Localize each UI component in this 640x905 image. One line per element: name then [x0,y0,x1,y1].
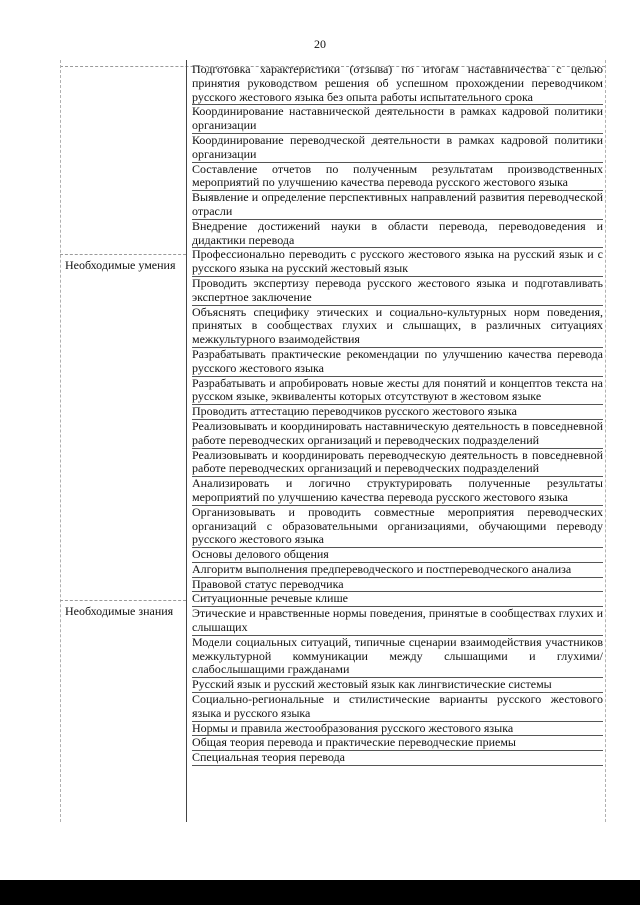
list-item: Объяснять специфику этических и социально-культурных норм поведения, принятых в сообществах глухих и слышащих, в различных ситуациях межкультурного взаимодействия [192,304,603,347]
section-separator [60,600,186,601]
table-column-divider [186,60,187,822]
list-item: Разрабатывать и апробировать новые жесты для понятий и концептов текста на русском языке, эквиваленты которых отсутствуют в жестовом языке [192,375,603,404]
list-item: Алгоритм выполнения предпереводческого и постпереводческого анализа [192,563,603,578]
list-item: Координирование переводческой деятельности в рамках кадровой политики организации [192,132,603,161]
list-item: Нормы и правила жестообразования русского жестового языка [192,722,603,737]
section-skills [192,248,603,548]
list-item: Этические и нравственные нормы поведения, принятые в сообществах глухих и слышащих [192,606,603,635]
list-item: Специальная теория перевода [192,751,603,766]
list-item: Внедрение достижений науки в области перевода, переводоведения и дидактики перевода [192,218,603,247]
section-separator [60,254,186,255]
section-knowledge [192,548,603,766]
list-item: Составление отчетов по полученным результатам производственных мероприятий по улучшению качества перевода русского жестового языка [192,161,603,190]
list-item: Проводить экспертизу перевода русского жестового языка и подготавливать экспертное заключение [192,275,603,304]
requirements-list [192,63,603,766]
list-item: Основы делового общения [192,548,603,563]
scan-bottom-border [0,880,640,905]
list-item: Организовывать и проводить совместные мероприятия переводческих организаций с образовательными организациями, обучающими переводу русского жестового языка [192,504,603,547]
page-number: 20 [314,37,326,51]
list-item: Общая теория перевода и практические переводческие приемы [192,736,603,751]
list-item: Анализировать и логично структурировать полученные результаты мероприятий по улучшению качества перевода русского жестового языка [192,476,603,504]
list-item: Социально-региональные и стилистические варианты русского жестового языка и русского языка [192,692,603,720]
list-item: Модели социальных ситуаций, типичные сценарии взаимодействия участников межкультурной коммуникации между слышащими и глухими/слабослышащими гражданами [192,634,603,677]
list-item: Подготовка характеристики (отзыва) по итогам наставничества с целью принятия руководством решения об успешном прохождении переводчиком русского жестового языка без опыта работы испытательного срока [192,62,603,104]
list-item: Выявление и определение перспективных направлений развития переводческой отрасли [192,190,603,218]
list-item: Реализовывать и координировать переводческую деятельность в повседневной работе переводческих организаций и переводческих подразделений [192,447,603,476]
table-left-border [60,60,61,822]
table-right-border [605,60,606,822]
list-item: Проводить аттестацию переводчиков русского жестового языка [192,405,603,420]
section-label-knowledge: Необходимые знания [65,604,174,618]
list-item: Ситуационные речевые клише [192,592,603,607]
list-item: Русский язык и русский жестовый язык как лингвистические системы [192,678,603,693]
list-item: Разрабатывать практические рекомендации по улучшению качества перевода русского жестового языка [192,346,603,375]
list-item: Профессионально переводить с русского жестового языка на русский язык и с русского языка на русский жестовый язык [192,247,603,276]
section-actions [192,63,603,248]
section-label-skills: Необходимые умения [65,258,176,272]
list-item: Правовой статус переводчика [192,578,603,593]
list-item: Координирование наставнической деятельности в рамках кадровой политики организации [192,104,603,133]
list-item: Реализовывать и координировать наставническую деятельность в повседневной работе переводческих организаций и переводческих подразделений [192,418,603,447]
